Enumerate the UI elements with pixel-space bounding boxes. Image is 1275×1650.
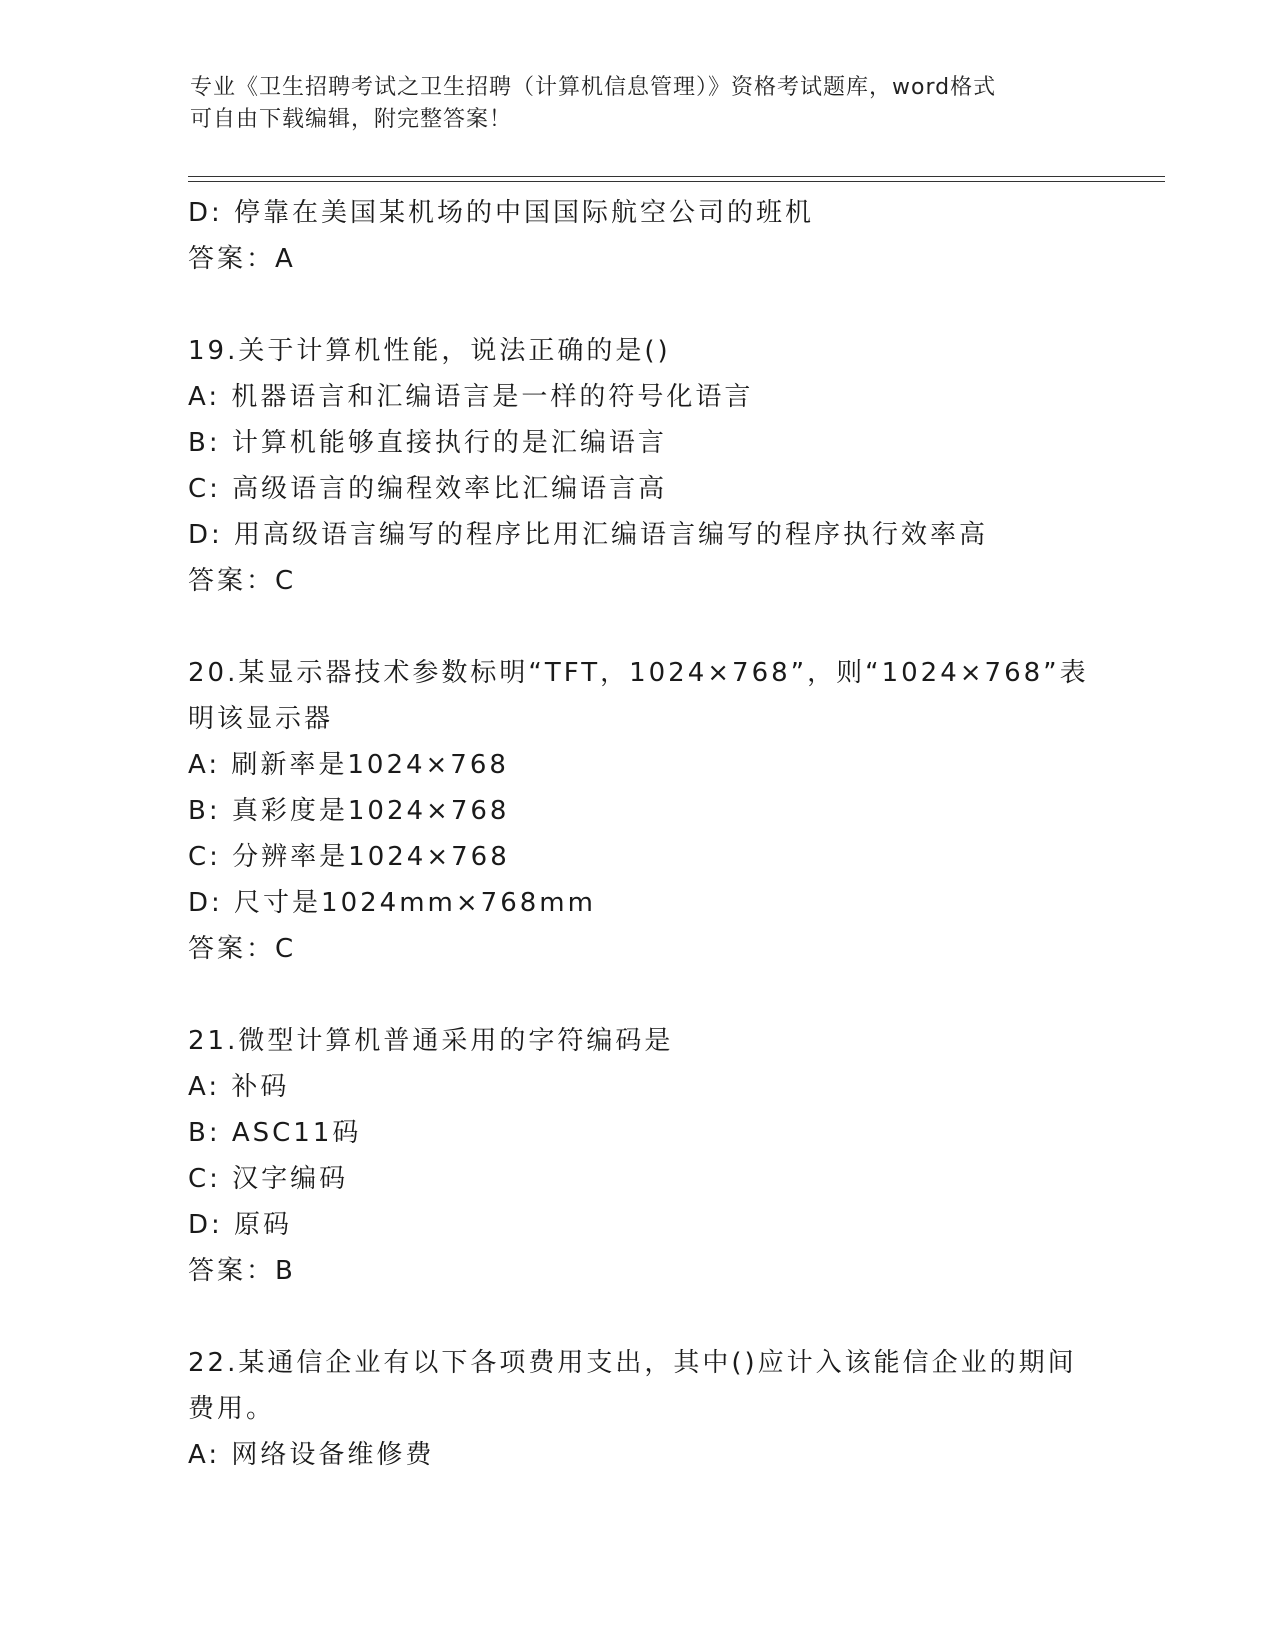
spacer	[188, 972, 1088, 1018]
question-list	[188, 190, 1088, 1478]
q20-answer: 答案：C	[188, 934, 297, 964]
header-line-1: 专业《卫生招聘考试之卫生招聘（计算机信息管理）》资格考试题库，word格式	[190, 75, 997, 100]
q21-option-d: D: 原码	[188, 1210, 293, 1240]
document-header	[190, 72, 1090, 136]
q20-option-b: B: 真彩度是1024×768	[188, 796, 510, 826]
q19-option-b: B: 计算机能够直接执行的是汇编语言	[188, 428, 667, 458]
q21-question: 21.微型计算机普通采用的字符编码是	[188, 1026, 674, 1056]
q21-answer: 答案：B	[188, 1256, 296, 1286]
q22-option-a: A: 网络设备维修费	[188, 1440, 435, 1470]
header-line-2: 可自由下载编辑，附完整答案！	[190, 107, 513, 132]
spacer	[188, 282, 1088, 328]
q22-question-line-1: 22.某通信企业有以下各项费用支出，其中()应计入该能信企业的期间	[188, 1348, 1077, 1378]
q21-option-a: A: 补码	[188, 1072, 290, 1102]
q19-question: 19.关于计算机性能，说法正确的是()	[188, 336, 671, 366]
spacer	[188, 604, 1088, 650]
q18-option-d: D: 停靠在美国某机场的中国国际航空公司的班机	[188, 198, 815, 228]
q19-option-d: D: 用高级语言编写的程序比用汇编语言编写的程序执行效率高	[188, 520, 989, 550]
q20-option-c: C: 分辨率是1024×768	[188, 842, 510, 872]
q20-option-a: A: 刷新率是1024×768	[188, 750, 509, 780]
header-divider-top	[188, 176, 1165, 177]
q19-option-c: C: 高级语言的编程效率比汇编语言高	[188, 474, 668, 504]
q20-question-line-2: 明该显示器	[188, 704, 334, 734]
q22-question-line-2: 费用。	[188, 1394, 276, 1424]
q19-answer: 答案：C	[188, 566, 297, 596]
q18-answer: 答案：A	[188, 244, 296, 274]
spacer	[188, 1294, 1088, 1340]
header-divider-bottom	[188, 181, 1165, 182]
q20-option-d: D: 尺寸是1024mm×768mm	[188, 888, 596, 918]
q19-option-a: A: 机器语言和汇编语言是一样的符号化语言	[188, 382, 754, 412]
q21-option-c: C: 汉字编码	[188, 1164, 349, 1194]
q20-question-line-1: 20.某显示器技术参数标明“TFT，1024×768”，则“1024×768”表	[188, 658, 1089, 688]
q21-option-b: B: ASC11码	[188, 1118, 362, 1148]
